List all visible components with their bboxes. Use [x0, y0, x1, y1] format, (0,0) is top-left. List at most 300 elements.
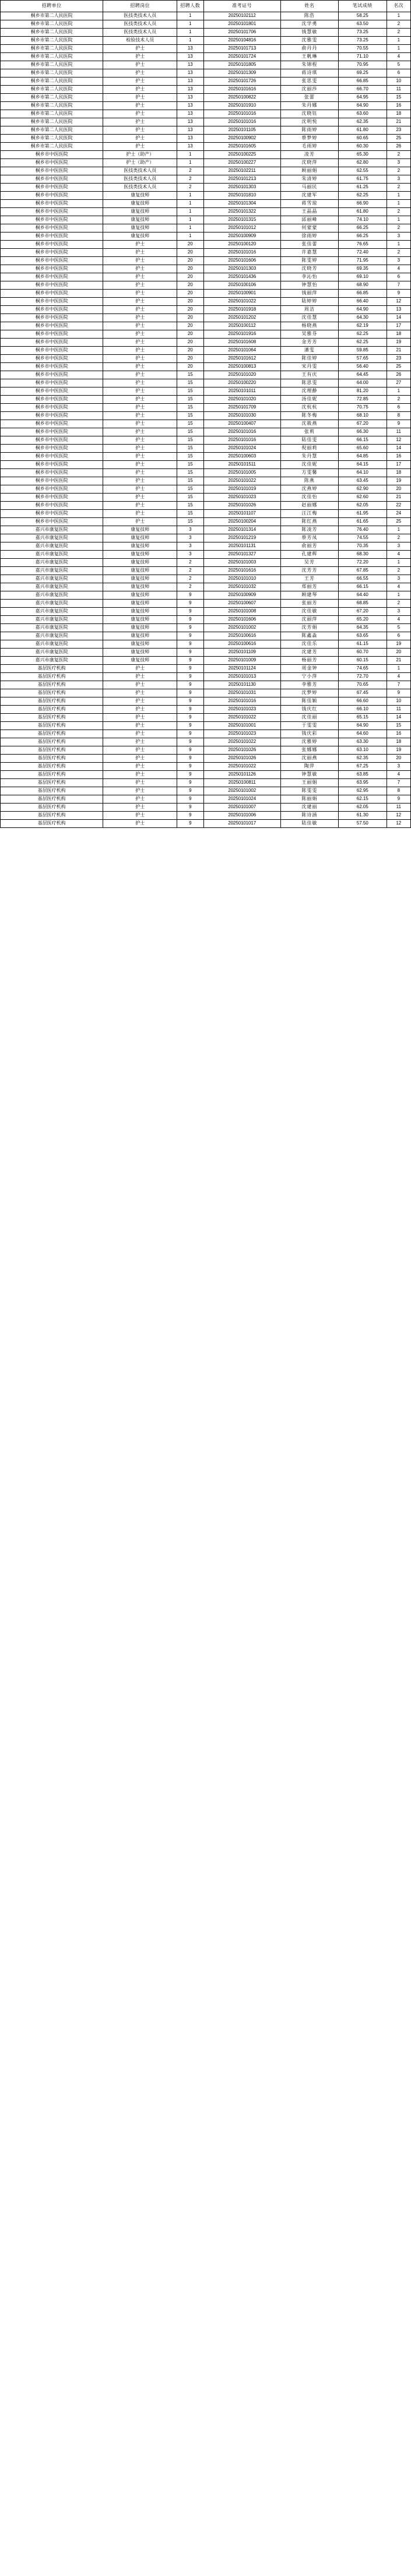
cell-rank: 24	[387, 510, 410, 518]
cell-admission-number: 20250101009	[203, 657, 280, 665]
cell-admission-number: 20250101016	[203, 697, 280, 706]
cell-rank: 1	[387, 200, 410, 208]
cell-name: 蔡梦婷	[280, 135, 338, 143]
cell-unit: 桐乡市中医医院	[1, 485, 103, 494]
cell-unit: 桐乡市中医医院	[1, 290, 103, 298]
cell-name: 俞丹丹	[280, 45, 338, 53]
cell-count: 15	[177, 494, 203, 502]
cell-rank: 1	[387, 192, 410, 200]
table-row	[1, 608, 411, 616]
cell-admission-number: 20250101303	[203, 265, 280, 273]
cell-admission-number: 20250101002	[203, 787, 280, 795]
cell-unit: 桐乡市第二人民医院	[1, 135, 103, 143]
cell-name: 沈丽莎	[280, 86, 338, 94]
cell-name: 凌芳	[280, 151, 338, 159]
cell-rank: 2	[387, 29, 410, 37]
cell-post: 护士	[103, 241, 177, 249]
cell-name: 何蒙蒙	[280, 224, 338, 232]
cell-count: 13	[177, 69, 203, 77]
cell-name: 沈晓钰	[280, 110, 338, 118]
cell-name: 陈浩	[280, 12, 338, 20]
cell-score: 76.40	[338, 526, 387, 534]
cell-count: 15	[177, 396, 203, 404]
cell-score: 66.30	[338, 428, 387, 436]
cell-rank: 6	[387, 632, 410, 640]
cell-rank: 5	[387, 61, 410, 69]
cell-unit: 桐乡市第二人民医院	[1, 94, 103, 102]
cell-score: 70.35	[338, 542, 387, 551]
cell-name: 沈丽燕	[280, 755, 338, 763]
cell-post: 护士	[103, 102, 177, 110]
cell-name: 吴雅芬	[280, 330, 338, 339]
table-row	[1, 469, 411, 477]
cell-count: 1	[177, 224, 203, 232]
cell-rank: 1	[387, 45, 410, 53]
cell-unit: 桐乡市中医医院	[1, 192, 103, 200]
cell-unit: 桐乡市中医医院	[1, 151, 103, 159]
cell-rank: 18	[387, 330, 410, 339]
cell-post: 护士	[103, 257, 177, 265]
cell-admission-number: 20250100106	[203, 281, 280, 290]
cell-rank: 2	[387, 567, 410, 575]
cell-rank: 14	[387, 445, 410, 453]
cell-post: 护士	[103, 485, 177, 494]
table-row	[1, 314, 411, 322]
cell-name: 张思雯	[280, 77, 338, 86]
cell-count: 1	[177, 37, 203, 45]
cell-rank: 14	[387, 714, 410, 722]
table-row	[1, 640, 411, 649]
cell-rank: 4	[387, 265, 410, 273]
table-row	[1, 771, 411, 779]
cell-admission-number: 20250101017	[203, 820, 280, 828]
cell-admission-number: 20250101606	[203, 616, 280, 624]
cell-admission-number: 20250101213	[203, 175, 280, 184]
column-header-name: 姓名	[280, 1, 338, 12]
cell-count: 15	[177, 477, 203, 485]
cell-post: 护士	[103, 453, 177, 461]
cell-count: 13	[177, 143, 203, 151]
cell-admission-number: 20250100822	[203, 94, 280, 102]
column-header-score: 笔试成绩	[338, 1, 387, 12]
cell-count: 15	[177, 371, 203, 379]
cell-count: 9	[177, 771, 203, 779]
cell-name: 王有庆	[280, 371, 338, 379]
cell-rank: 3	[387, 608, 410, 616]
cell-unit: 桐乡市第二人民医院	[1, 86, 103, 94]
cell-admission-number: 20250101724	[203, 53, 280, 61]
cell-count: 9	[177, 820, 203, 828]
cell-post: 康复技师	[103, 208, 177, 216]
cell-admission-number: 20250101023	[203, 730, 280, 738]
cell-count: 9	[177, 795, 203, 804]
cell-rank: 2	[387, 151, 410, 159]
cell-post: 护士	[103, 314, 177, 322]
cell-name: 沈明悦	[280, 118, 338, 126]
cell-rank: 1	[387, 387, 410, 396]
cell-admission-number: 20250100220	[203, 379, 280, 387]
cell-post: 康复技师	[103, 632, 177, 640]
cell-unit: 基层医疗机构	[1, 763, 103, 771]
cell-count: 9	[177, 804, 203, 812]
table-row	[1, 69, 411, 77]
cell-admission-number: 20250100901	[203, 290, 280, 298]
cell-score: 67.45	[338, 689, 387, 697]
cell-unit: 桐乡市中医医院	[1, 330, 103, 339]
cell-count: 15	[177, 502, 203, 510]
cell-count: 15	[177, 510, 203, 518]
table-row	[1, 159, 411, 167]
cell-name: 陈燕	[280, 477, 338, 485]
cell-post: 护士	[103, 461, 177, 469]
cell-score: 64.60	[338, 730, 387, 738]
cell-score: 56.40	[338, 363, 387, 371]
cell-post: 护士	[103, 697, 177, 706]
table-row	[1, 167, 411, 175]
cell-post: 护士	[103, 143, 177, 151]
cell-admission-number: 20250101315	[203, 216, 280, 224]
cell-score: 66.85	[338, 77, 387, 86]
cell-score: 60.15	[338, 657, 387, 665]
cell-score: 63.95	[338, 779, 387, 787]
cell-admission-number: 20250101605	[203, 143, 280, 151]
cell-rank: 9	[387, 689, 410, 697]
cell-post: 护士	[103, 722, 177, 730]
cell-count: 9	[177, 624, 203, 632]
cell-post: 护士	[103, 298, 177, 306]
cell-score: 61.65	[338, 518, 387, 526]
cell-post: 康复技师	[103, 583, 177, 591]
cell-admission-number: 20250100616	[203, 640, 280, 649]
cell-unit: 桐乡市中医医院	[1, 436, 103, 445]
table-row	[1, 624, 411, 632]
cell-count: 20	[177, 306, 203, 314]
cell-rank: 20	[387, 649, 410, 657]
cell-name: 张莉	[280, 428, 338, 436]
cell-count: 3	[177, 526, 203, 534]
cell-admission-number: 20250101107	[203, 510, 280, 518]
cell-name: 沈芳芳	[280, 567, 338, 575]
cell-rank: 3	[387, 175, 410, 184]
cell-name: 许嘉慧	[280, 249, 338, 257]
cell-post: 康复技师	[103, 216, 177, 224]
table-row	[1, 787, 411, 795]
cell-score: 76.65	[338, 241, 387, 249]
cell-score: 60.65	[338, 135, 387, 143]
cell-count: 20	[177, 281, 203, 290]
cell-count: 20	[177, 298, 203, 306]
cell-post: 护士	[103, 322, 177, 330]
column-header-admission-number: 准考证号	[203, 1, 280, 12]
table-row	[1, 290, 411, 298]
cell-rank: 19	[387, 339, 410, 347]
cell-score: 60.70	[338, 649, 387, 657]
cell-unit: 基层医疗机构	[1, 681, 103, 689]
table-row	[1, 249, 411, 257]
cell-post: 护士	[103, 281, 177, 290]
cell-unit: 嘉兴市康复医院	[1, 534, 103, 542]
cell-name: 陈思雯	[280, 379, 338, 387]
table-row	[1, 102, 411, 110]
cell-unit: 基层医疗机构	[1, 730, 103, 738]
cell-rank: 5	[387, 624, 410, 632]
cell-name: 沈筱燕	[280, 420, 338, 428]
cell-count: 15	[177, 387, 203, 396]
cell-admission-number: 20250101726	[203, 77, 280, 86]
cell-rank: 17	[387, 461, 410, 469]
cell-admission-number: 20250101008	[203, 608, 280, 616]
cell-unit: 桐乡市中医医院	[1, 265, 103, 273]
cell-count: 13	[177, 110, 203, 118]
cell-count: 15	[177, 469, 203, 477]
cell-admission-number: 20250100902	[203, 135, 280, 143]
cell-post: 护士	[103, 510, 177, 518]
table-row	[1, 518, 411, 526]
table-row	[1, 77, 411, 86]
cell-score: 74.65	[338, 665, 387, 673]
cell-admission-number: 20250101109	[203, 649, 280, 657]
cell-name: 张蕾	[280, 94, 338, 102]
cell-count: 9	[177, 673, 203, 681]
cell-rank: 9	[387, 795, 410, 804]
cell-name: 徐雨婷	[280, 232, 338, 241]
cell-post: 康复技师	[103, 575, 177, 583]
cell-name: 沈建军	[280, 192, 338, 200]
cell-post: 护士	[103, 347, 177, 355]
cell-count: 15	[177, 436, 203, 445]
cell-count: 20	[177, 314, 203, 322]
cell-post: 护士	[103, 45, 177, 53]
cell-post: 护士	[103, 273, 177, 281]
cell-post: 护士	[103, 763, 177, 771]
table-row	[1, 94, 411, 102]
cell-count: 20	[177, 290, 203, 298]
cell-admission-number: 20250101022	[203, 714, 280, 722]
cell-score: 69.25	[338, 69, 387, 77]
cell-count: 9	[177, 649, 203, 657]
cell-count: 20	[177, 347, 203, 355]
cell-score: 70.55	[338, 45, 387, 53]
cell-unit: 桐乡市中医医院	[1, 461, 103, 469]
table-row	[1, 110, 411, 118]
cell-count: 20	[177, 241, 203, 249]
cell-unit: 桐乡市第二人民医院	[1, 77, 103, 86]
cell-unit: 嘉兴市康复医院	[1, 632, 103, 640]
table-row	[1, 714, 411, 722]
cell-rank: 1	[387, 526, 410, 534]
cell-count: 15	[177, 453, 203, 461]
cell-rank: 15	[387, 94, 410, 102]
cell-score: 69.35	[338, 265, 387, 273]
cell-name: 顾建琴	[280, 591, 338, 600]
cell-unit: 桐乡市第二人民医院	[1, 118, 103, 126]
table-row	[1, 306, 411, 314]
cell-score: 66.70	[338, 86, 387, 94]
table-row	[1, 143, 411, 151]
cell-unit: 桐乡市中医医院	[1, 445, 103, 453]
cell-unit: 桐乡市第二人民医院	[1, 53, 103, 61]
cell-name: 陈佳婷	[280, 355, 338, 363]
table-row	[1, 126, 411, 135]
cell-admission-number: 20250100120	[203, 241, 280, 249]
cell-admission-number: 20250101131	[203, 542, 280, 551]
cell-unit: 基层医疗机构	[1, 689, 103, 697]
cell-rank: 16	[387, 102, 410, 110]
cell-post: 护士	[103, 518, 177, 526]
cell-name: 沈雅雯	[280, 37, 338, 45]
cell-count: 1	[177, 29, 203, 37]
cell-post: 康复技师	[103, 591, 177, 600]
table-row	[1, 151, 411, 159]
cell-count: 13	[177, 126, 203, 135]
table-row	[1, 722, 411, 730]
table-row	[1, 428, 411, 436]
cell-score: 66.10	[338, 706, 387, 714]
cell-unit: 嘉兴市康复医院	[1, 583, 103, 591]
cell-count: 1	[177, 159, 203, 167]
cell-post: 护士	[103, 738, 177, 746]
cell-admission-number: 20250101918	[203, 306, 280, 314]
cell-post: 护士	[103, 265, 177, 273]
cell-admission-number: 20250101910	[203, 102, 280, 110]
cell-score: 67.20	[338, 420, 387, 428]
cell-rank: 16	[387, 730, 410, 738]
cell-admission-number: 20250101810	[203, 192, 280, 200]
table-row	[1, 804, 411, 812]
cell-unit: 桐乡市中医医院	[1, 167, 103, 175]
cell-name: 吴芳	[280, 559, 338, 567]
cell-score: 65.15	[338, 714, 387, 722]
cell-rank: 3	[387, 159, 410, 167]
cell-score: 66.40	[338, 298, 387, 306]
cell-unit: 桐乡市中医医院	[1, 477, 103, 485]
cell-score: 62.90	[338, 485, 387, 494]
cell-score: 65.30	[338, 151, 387, 159]
cell-post: 康复技师	[103, 559, 177, 567]
cell-admission-number: 20250101303	[203, 184, 280, 192]
cell-score: 62.05	[338, 502, 387, 510]
cell-rank: 2	[387, 167, 410, 175]
cell-count: 9	[177, 665, 203, 673]
cell-unit: 桐乡市中医医院	[1, 232, 103, 241]
table-row	[1, 29, 411, 37]
cell-post: 护士（助产）	[103, 151, 177, 159]
cell-rank: 18	[387, 110, 410, 118]
cell-unit: 嘉兴市康复医院	[1, 526, 103, 534]
table-row	[1, 224, 411, 232]
cell-name: 俞丽芳	[280, 542, 338, 551]
cell-name: 朱丹娜	[280, 102, 338, 110]
table-row	[1, 12, 411, 20]
cell-name: 沈佳敏	[280, 608, 338, 616]
cell-count: 9	[177, 632, 203, 640]
cell-score: 72.40	[338, 249, 387, 257]
table-row	[1, 485, 411, 494]
cell-admission-number: 20250101105	[203, 126, 280, 135]
cell-score: 62.55	[338, 167, 387, 175]
cell-post: 护士	[103, 494, 177, 502]
cell-unit: 桐乡市中医医院	[1, 371, 103, 379]
cell-rank: 21	[387, 494, 410, 502]
cell-rank: 20	[387, 485, 410, 494]
cell-name: 陈凌芳	[280, 526, 338, 534]
cell-admission-number: 20250101713	[203, 45, 280, 53]
cell-name: 蒋诗琪	[280, 69, 338, 77]
cell-admission-number: 20250100607	[203, 600, 280, 608]
cell-unit: 嘉兴市康复医院	[1, 551, 103, 559]
cell-unit: 桐乡市中医医院	[1, 339, 103, 347]
cell-score: 62.15	[338, 795, 387, 804]
cell-name: 陈红燕	[280, 518, 338, 526]
table-row	[1, 322, 411, 330]
cell-admission-number: 20250101709	[203, 404, 280, 412]
cell-post: 康复技师	[103, 624, 177, 632]
table-row	[1, 502, 411, 510]
cell-count: 9	[177, 706, 203, 714]
table-row	[1, 461, 411, 469]
cell-unit: 桐乡市中医医院	[1, 175, 103, 184]
cell-score: 63.45	[338, 477, 387, 485]
cell-post: 护士	[103, 820, 177, 828]
cell-count: 9	[177, 591, 203, 600]
cell-admission-number: 20250101001	[203, 722, 280, 730]
table-row	[1, 363, 411, 371]
cell-count: 3	[177, 551, 203, 559]
cell-unit: 桐乡市第二人民医院	[1, 102, 103, 110]
cell-count: 1	[177, 232, 203, 241]
table-row	[1, 445, 411, 453]
table-row	[1, 192, 411, 200]
cell-unit: 桐乡市第二人民医院	[1, 45, 103, 53]
table-row	[1, 45, 411, 53]
cell-rank: 22	[387, 502, 410, 510]
cell-score: 62.95	[338, 787, 387, 795]
cell-unit: 基层医疗机构	[1, 746, 103, 755]
cell-post: 护士	[103, 477, 177, 485]
table-row	[1, 347, 411, 355]
cell-unit: 基层医疗机构	[1, 706, 103, 714]
cell-score: 70.75	[338, 404, 387, 412]
table-row	[1, 396, 411, 404]
cell-name: 张丽芳	[280, 600, 338, 608]
table-row	[1, 779, 411, 787]
cell-count: 20	[177, 330, 203, 339]
cell-unit: 基层医疗机构	[1, 738, 103, 746]
cell-name: 汪江梅	[280, 510, 338, 518]
cell-name: 方雯馨	[280, 469, 338, 477]
cell-rank: 3	[387, 232, 410, 241]
cell-unit: 桐乡市中医医院	[1, 184, 103, 192]
cell-unit: 基层医疗机构	[1, 665, 103, 673]
cell-score: 61.95	[338, 510, 387, 518]
table-row	[1, 257, 411, 265]
table-row	[1, 575, 411, 583]
cell-score: 63.30	[338, 738, 387, 746]
cell-post: 护士（助产）	[103, 159, 177, 167]
cell-unit: 桐乡市中医医院	[1, 314, 103, 322]
cell-rank: 18	[387, 469, 410, 477]
cell-post: 护士	[103, 779, 177, 787]
cell-admission-number: 20250101124	[203, 665, 280, 673]
cell-name: 张佳蕾	[280, 241, 338, 249]
cell-score: 61.30	[338, 812, 387, 820]
cell-admission-number: 20250104816	[203, 37, 280, 45]
column-header-count: 招聘人数	[177, 1, 203, 12]
cell-count: 13	[177, 61, 203, 69]
cell-score: 64.00	[338, 379, 387, 387]
table-row	[1, 298, 411, 306]
cell-post: 医技类技术人员	[103, 175, 177, 184]
